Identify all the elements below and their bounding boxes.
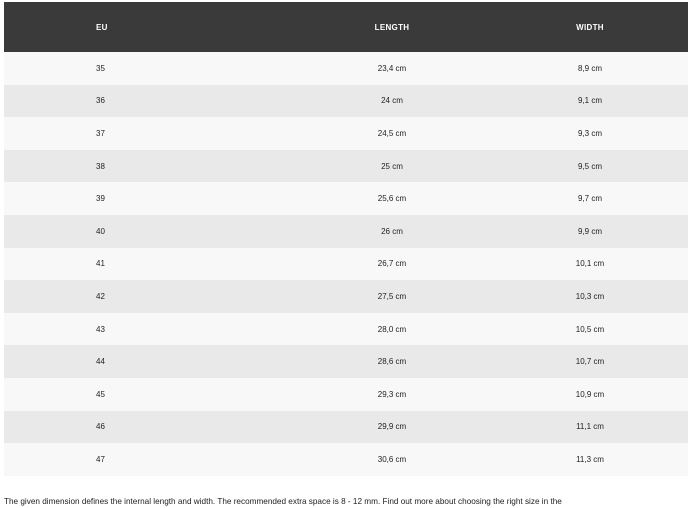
table-row xyxy=(4,443,688,476)
table-row xyxy=(4,150,688,183)
cell-eu: 41 xyxy=(96,259,105,269)
cell-length: 25 cm xyxy=(381,161,403,171)
cell-width: 10,7 cm xyxy=(575,357,605,367)
table-row xyxy=(4,215,688,248)
cell-width: 9,5 cm xyxy=(577,161,602,171)
table-header xyxy=(4,2,688,52)
cell-width: 10,3 cm xyxy=(575,291,605,301)
cell-width: 10,5 cm xyxy=(575,324,605,334)
cell-eu: 35 xyxy=(96,63,105,73)
cell-width: 8,9 cm xyxy=(577,63,602,73)
cell-length: 28,0 cm xyxy=(377,324,407,334)
cell-eu: 42 xyxy=(96,291,105,301)
table-row xyxy=(4,248,688,281)
cell-length: 29,3 cm xyxy=(377,389,407,399)
cell-width: 9,7 cm xyxy=(577,194,602,204)
cell-length: 28,6 cm xyxy=(377,357,407,367)
cell-width: 11,1 cm xyxy=(576,422,604,432)
cell-length: 23,4 cm xyxy=(377,63,407,73)
cell-length: 29,9 cm xyxy=(377,422,407,432)
table-row xyxy=(4,52,688,85)
cell-width: 9,3 cm xyxy=(577,128,602,138)
cell-width: 10,9 cm xyxy=(575,389,605,399)
cell-eu: 47 xyxy=(96,454,105,464)
cell-eu: 40 xyxy=(96,226,105,236)
cell-length: 26,7 cm xyxy=(377,259,407,269)
cell-eu: 37 xyxy=(96,128,105,138)
table-row xyxy=(4,411,688,444)
cell-eu: 46 xyxy=(96,422,105,432)
cell-length: 26 cm xyxy=(381,226,403,236)
header-width: WIDTH xyxy=(576,22,604,32)
size-footnote: The given dimension defines the internal length and width. The recommended extra space is 8 - 12 mm. Find out more about choosing the right size in the xyxy=(4,497,562,507)
table-body xyxy=(4,52,688,476)
size-chart-table xyxy=(4,2,688,476)
table-row xyxy=(4,182,688,215)
cell-width: 9,9 cm xyxy=(577,226,602,236)
table-row xyxy=(4,280,688,313)
cell-length: 24 cm xyxy=(381,96,403,106)
cell-eu: 43 xyxy=(96,324,105,334)
header-length: LENGTH xyxy=(374,22,410,32)
cell-eu: 36 xyxy=(96,96,105,106)
table-row xyxy=(4,313,688,346)
table-row xyxy=(4,345,688,378)
table-row xyxy=(4,378,688,411)
header-row xyxy=(4,2,688,52)
table-row xyxy=(4,117,688,150)
cell-length: 24,5 cm xyxy=(377,128,407,138)
cell-width: 10,1 cm xyxy=(575,259,605,269)
cell-eu: 39 xyxy=(96,194,105,204)
cell-eu: 38 xyxy=(96,161,105,171)
cell-length: 25,6 cm xyxy=(377,194,407,204)
cell-width: 9,1 cm xyxy=(577,96,602,106)
cell-eu: 44 xyxy=(96,357,105,367)
cell-eu: 45 xyxy=(96,389,105,399)
cell-width: 11,3 cm xyxy=(576,454,604,464)
table-row xyxy=(4,85,688,118)
cell-length: 27,5 cm xyxy=(377,291,407,301)
header-eu: EU xyxy=(96,22,108,32)
cell-length: 30,6 cm xyxy=(377,454,407,464)
